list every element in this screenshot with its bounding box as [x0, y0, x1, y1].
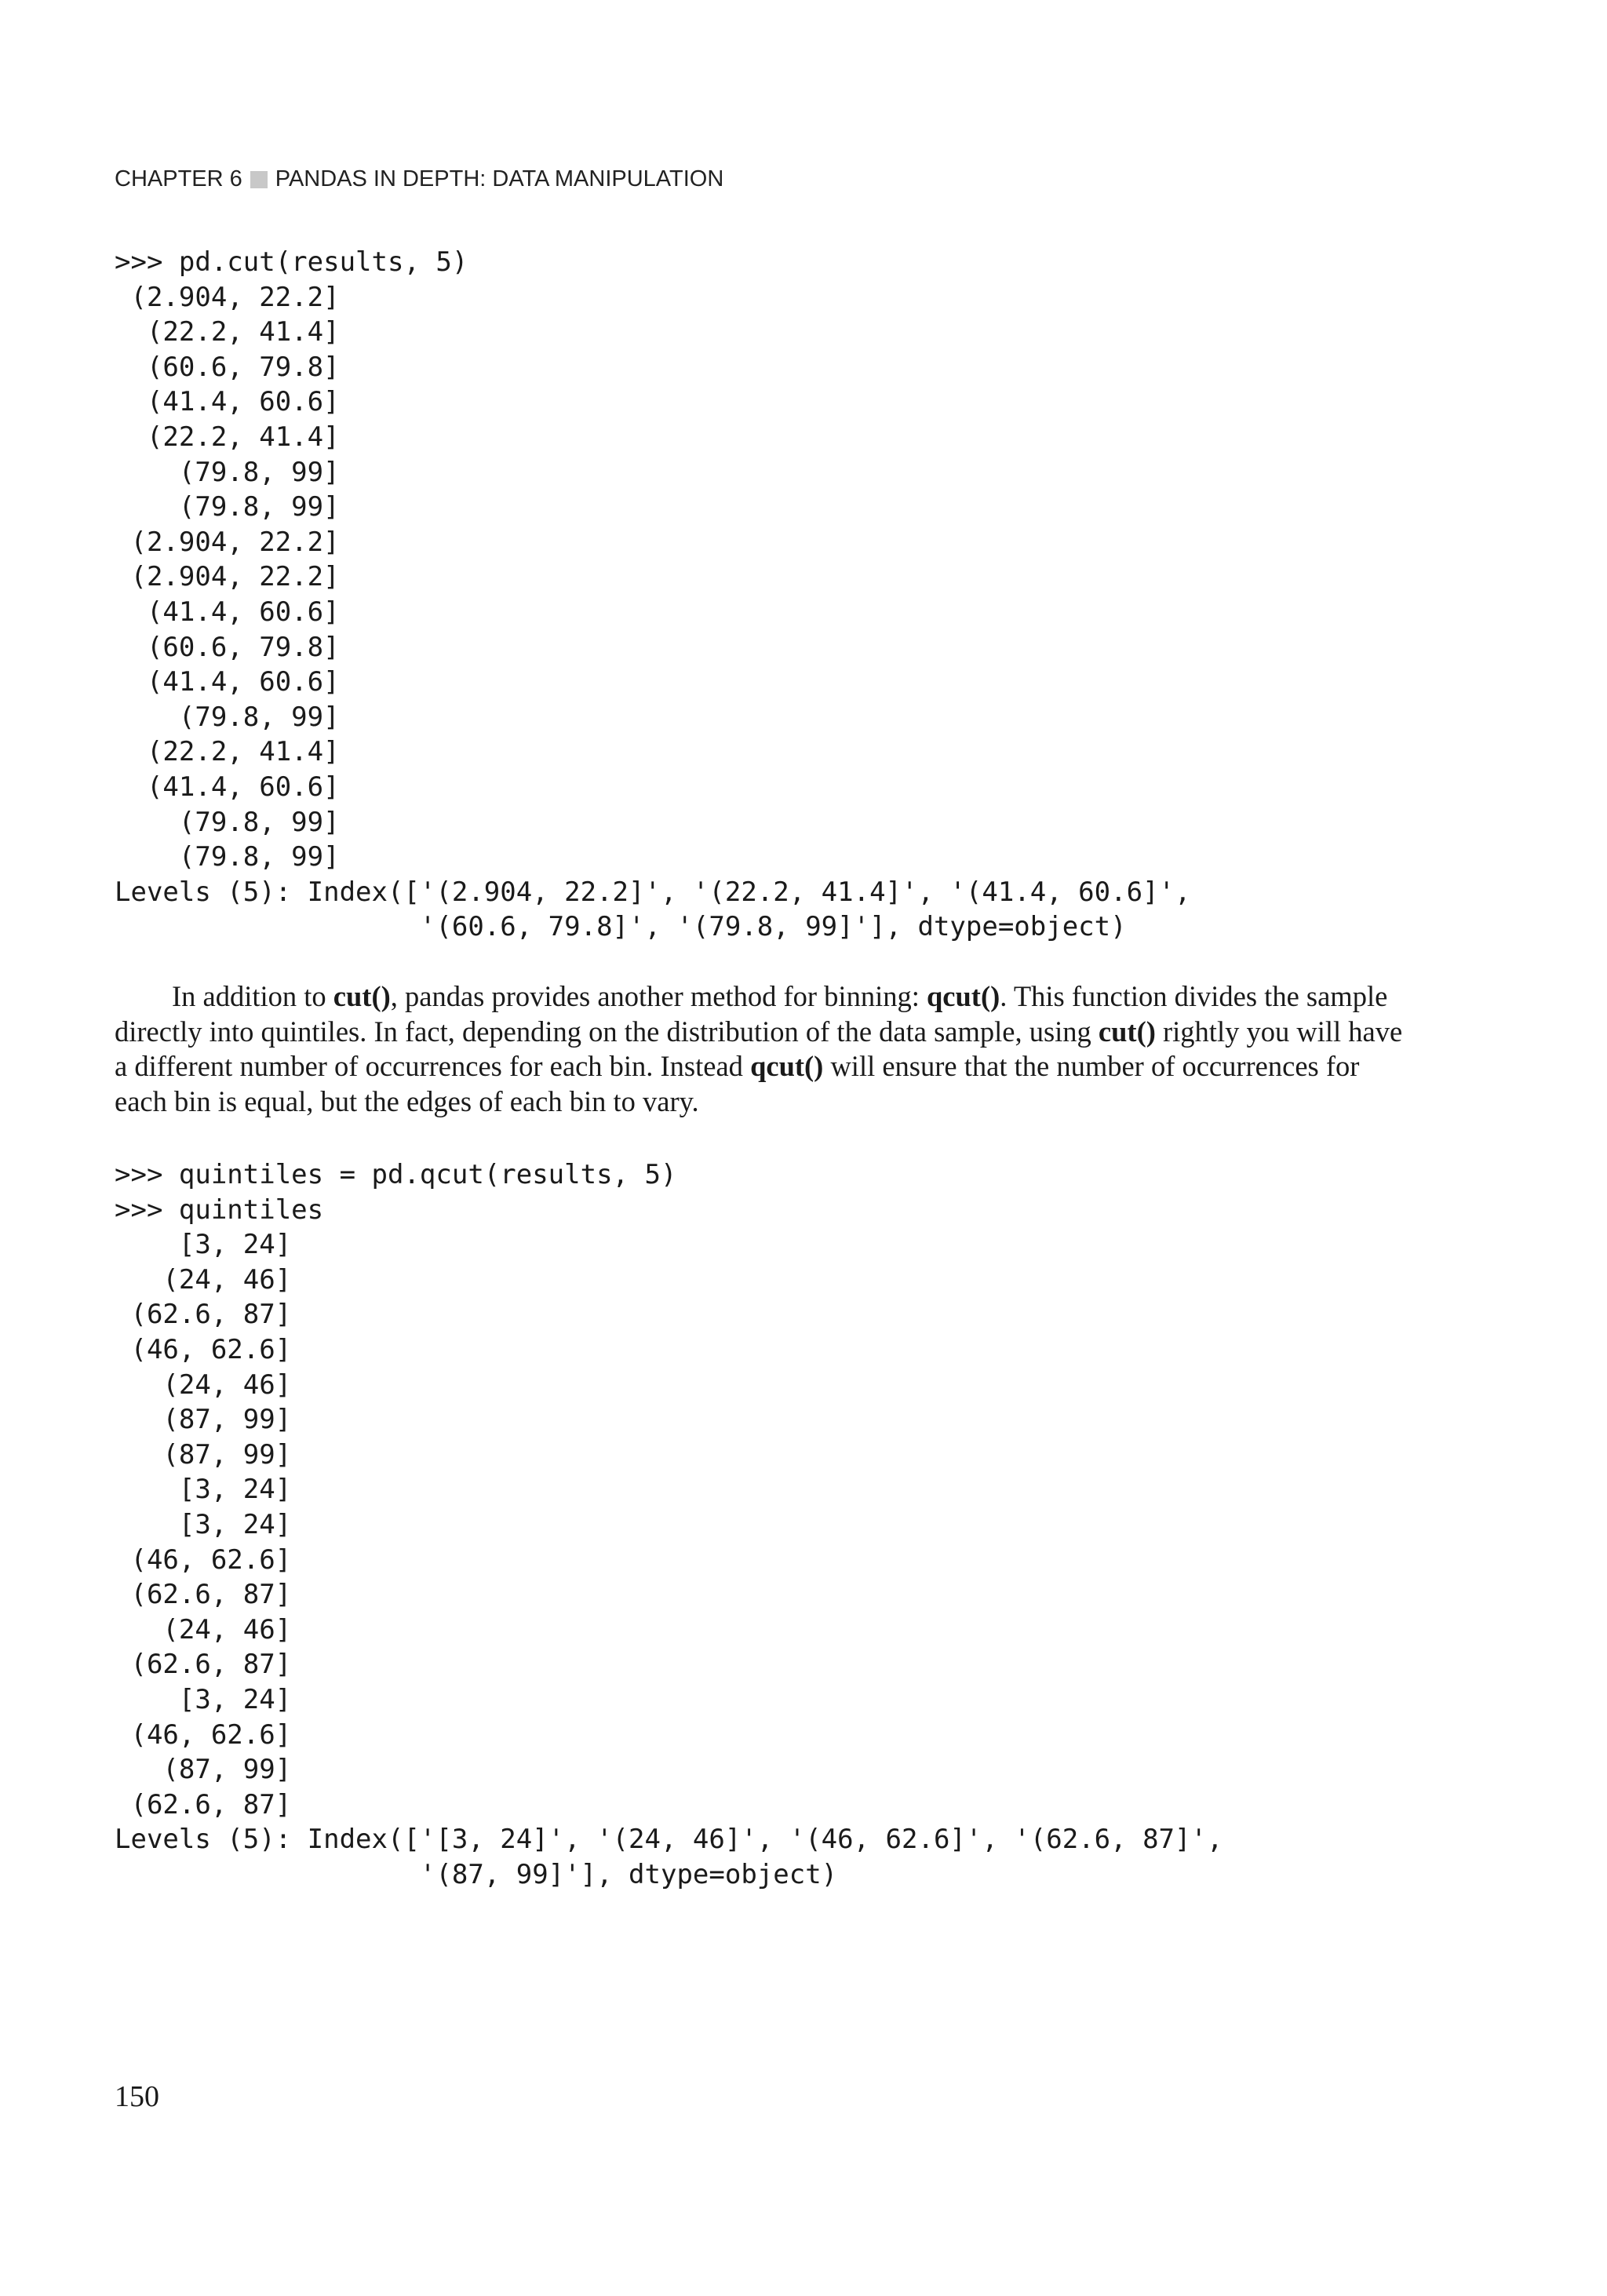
code-line: '(60.6, 79.8]', '(79.8, 99]'], dtype=object) [115, 911, 1127, 943]
code-line: (87, 99] [115, 1438, 292, 1471]
separator-square-icon [250, 171, 268, 188]
code-line: Levels (5): Index(['[3, 24]', '(24, 46]', '(46, 62.6]', '(62.6, 87]', [115, 1824, 1223, 1856]
code-line: (22.2, 41.4] [115, 316, 340, 348]
code-block-cut [115, 245, 1190, 945]
code-line: (79.8, 99] [115, 841, 340, 873]
page-number: 150 [115, 2080, 159, 2113]
code-line: (2.904, 22.2] [115, 281, 340, 313]
chapter-label: CHAPTER 6 [115, 166, 242, 191]
code-line: >>> quintiles = pd.qcut(results, 5) [115, 1159, 677, 1190]
code-line: (22.2, 41.4] [115, 736, 340, 768]
code-line: (79.8, 99] [115, 456, 340, 488]
code-line: (87, 99] [115, 1754, 292, 1786]
code-block-qcut [115, 1157, 1223, 1892]
code-line: (79.8, 99] [115, 701, 340, 733]
running-header [115, 166, 723, 192]
paragraph-text: , pandas provides another method for binning: [390, 980, 927, 1012]
inline-code-cut: cut() [1098, 1015, 1156, 1048]
code-line: (41.4, 60.6] [115, 666, 340, 698]
code-line: (60.6, 79.8] [115, 631, 340, 663]
code-line: [3, 24] [115, 1474, 292, 1506]
code-line: (24, 46] [115, 1613, 292, 1645]
code-line: (87, 99] [115, 1404, 292, 1436]
code-line: (22.2, 41.4] [115, 421, 340, 453]
code-line: >>> quintiles [115, 1194, 324, 1226]
code-line: Levels (5): Index(['(2.904, 22.2]', '(22.2, 41.4]', '(41.4, 60.6]', [115, 876, 1191, 908]
code-line: (41.4, 60.6] [115, 771, 340, 803]
paragraph-text: . This function divides the sample directly into quintiles. In fact, depending on the distribution of the data sample, using [115, 980, 1388, 1048]
code-line: [3, 24] [115, 1683, 292, 1715]
paragraph-text: In addition to [172, 980, 333, 1012]
code-line: (62.6, 87] [115, 1788, 292, 1820]
code-line: (24, 46] [115, 1368, 292, 1401]
code-line: (62.6, 87] [115, 1579, 292, 1611]
inline-code-cut: cut() [333, 980, 391, 1012]
code-line: (62.6, 87] [115, 1649, 292, 1681]
code-line: >>> pd.cut(results, 5) [115, 246, 468, 278]
code-line: (46, 62.6] [115, 1333, 292, 1365]
code-line: (46, 62.6] [115, 1718, 292, 1751]
paragraph-text: will ensure that the number of occurrences for each bin is equal, but the edges of each bin to vary. [115, 1050, 1360, 1117]
code-line: (46, 62.6] [115, 1543, 292, 1576]
chapter-title: PANDAS IN DEPTH: DATA MANIPULATION [275, 166, 724, 191]
paragraph-text: rightly you will have a different number of occurrences for each bin. Instead [115, 1015, 1403, 1083]
code-line: '(87, 99]'], dtype=object) [115, 1858, 838, 1890]
code-line: (79.8, 99] [115, 491, 340, 523]
code-line: (2.904, 22.2] [115, 526, 340, 558]
inline-code-qcut: qcut() [750, 1050, 824, 1083]
code-line: (41.4, 60.6] [115, 596, 340, 628]
code-line: (60.6, 79.8] [115, 351, 340, 383]
code-line: (41.4, 60.6] [115, 386, 340, 418]
code-line: (2.904, 22.2] [115, 561, 340, 593]
inline-code-qcut: qcut() [926, 980, 1000, 1012]
code-line: (62.6, 87] [115, 1299, 292, 1331]
code-line: (24, 46] [115, 1263, 292, 1296]
code-line: (79.8, 99] [115, 806, 340, 838]
code-line: [3, 24] [115, 1229, 292, 1261]
code-line: [3, 24] [115, 1508, 292, 1540]
body-paragraph [115, 979, 1409, 1119]
